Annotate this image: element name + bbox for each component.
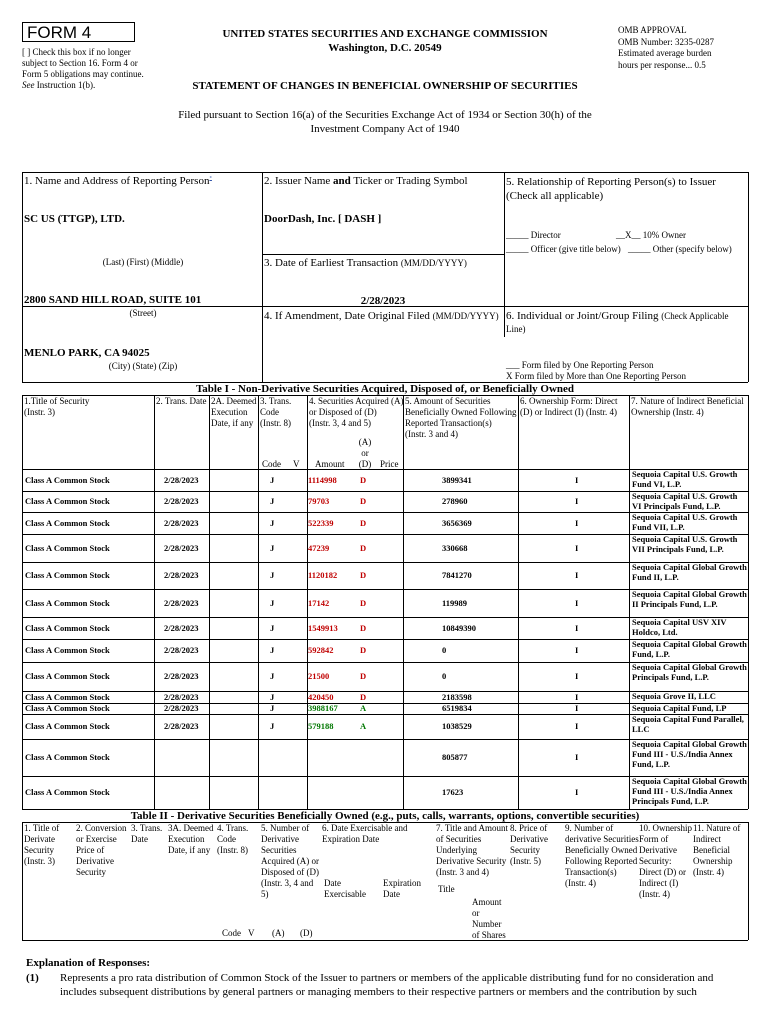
- ten-pct-owner-option: __X__ 10% Owner: [616, 230, 686, 240]
- box6-label: 6. Individual or Joint/Group Filing (Check Applicable Line): [506, 310, 729, 334]
- reporting-person-street: 2800 SAND HILL ROAD, SUITE 101: [24, 294, 202, 306]
- t2-col2: 2. Conversion or Exercise Price of Derivative Security: [76, 823, 127, 877]
- cell-amount: 47239: [308, 543, 330, 553]
- cell-nature: Sequoia Capital Global Growth Fund II, L.P.: [632, 562, 747, 582]
- t2-sub-title: Title: [438, 884, 455, 894]
- cell-date: 2/28/2023: [164, 645, 199, 655]
- cell-nature: Sequoia Capital U.S. Growth Fund VII, L.P.: [632, 512, 738, 532]
- cell-date: 2/28/2023: [164, 543, 199, 553]
- cell-owned: 3656369: [442, 518, 472, 528]
- cell-owned: 7841270: [442, 570, 472, 580]
- explanation-heading: Explanation of Responses:: [26, 957, 151, 969]
- cell-form: I: [575, 543, 579, 553]
- cell-nature: Sequoia Capital U.S. Growth VII Principals Fund, L.P.: [632, 534, 738, 554]
- cell-title: Class A Common Stock: [25, 543, 110, 553]
- footnote-number: (1): [26, 972, 39, 984]
- cell-title: Class A Common Stock: [25, 623, 110, 633]
- cell-date: 2/28/2023: [164, 703, 199, 713]
- other-option: _____ Other (specify below): [628, 244, 732, 254]
- street-caption: (Street): [129, 308, 157, 318]
- t2-sub-amount: Amount or Number of Shares: [472, 897, 506, 940]
- cell-form: I: [575, 671, 579, 681]
- table-row: [22, 469, 748, 491]
- cell-title: Class A Common Stock: [25, 645, 110, 655]
- t2-sub-date-ex: Date Exercisable: [324, 878, 366, 899]
- issuer-name: DoorDash, Inc. [ DASH ]: [264, 213, 382, 225]
- cell-amount: 79703: [308, 496, 330, 506]
- cell-code: J: [270, 570, 275, 580]
- t2-sub-code: Code: [222, 928, 241, 938]
- cell-amount: 579188: [308, 721, 334, 731]
- checkbox-note: [ ] Check this box if no longer subject to Section 16. Form 4 or Form 5 obligations may continue. See Instruction 1(b).: [22, 47, 144, 90]
- cell-code: J: [270, 645, 275, 655]
- t1-sub-aord: (A) or (D): [358, 437, 372, 469]
- cell-title: Class A Common Stock: [25, 598, 110, 608]
- t1-col-acquired: 4. Securities Acquired (A) or Disposed of (D) (Instr. 3, 4 and 5): [309, 396, 404, 428]
- cell-form: I: [575, 475, 579, 485]
- cell-nature: Sequoia Capital Fund, LP: [632, 703, 727, 713]
- cell-amount: 420450: [308, 692, 334, 702]
- t2-col9: 9. Number of derivative Securities Beneficially Owned Following Reported Transaction(s) (Instr. 4): [565, 823, 639, 888]
- cell-nature: Sequoia Capital Global Growth II Principals Fund, L.P.: [632, 589, 747, 609]
- t2-col5: 5. Number of Derivative Securities Acquired (A) or Disposed of (D) (Instr. 3, 4 and 5): [261, 823, 319, 899]
- t1-sub-amount: Amount: [315, 459, 345, 469]
- t2-sub-a: (A): [272, 928, 285, 938]
- cell-owned: 3899341: [442, 475, 472, 485]
- t2-sub-v: V: [248, 928, 255, 938]
- cell-title: Class A Common Stock: [25, 496, 110, 506]
- cell-code: J: [270, 703, 275, 713]
- cell-owned: 330668: [442, 543, 468, 553]
- cell-amount: 1549913: [308, 623, 338, 633]
- cell-nature: Sequoia Grove II, LLC: [632, 691, 716, 701]
- single-filer-option: ___ Form filed by One Reporting Person: [506, 360, 654, 370]
- cell-owned: 2183598: [442, 692, 472, 702]
- table-row: [22, 662, 748, 691]
- cell-code: J: [270, 543, 275, 553]
- t2-col4: 4. Trans. Code (Instr. 8): [217, 823, 249, 855]
- t2-sub-exp: Expiration Date: [383, 878, 421, 899]
- t1-col-form: 6. Ownership Form: Direct (D) or Indirect (I) (Instr. 4): [520, 396, 618, 417]
- t2-col6: 6. Date Exercisable and Expiration Date: [322, 823, 408, 844]
- box2-label: 2. Issuer Name and Ticker or Trading Symbol: [264, 175, 468, 187]
- group-filer-option: X Form filed by More than One Reporting Person: [506, 371, 686, 381]
- box1-label: 1. Name and Address of Reporting Person*: [24, 175, 212, 187]
- cell-form: I: [575, 518, 579, 528]
- cell-date: 2/28/2023: [164, 496, 199, 506]
- cell-date: 2/28/2023: [164, 721, 199, 731]
- table2-title: Table II - Derivative Securities Beneficially Owned (e.g., puts, calls, warrants, options, convertible securities): [130, 810, 640, 822]
- cell-form: I: [575, 496, 579, 506]
- cell-aord: D: [360, 623, 367, 633]
- cell-form: I: [575, 721, 579, 731]
- cell-form: I: [575, 623, 579, 633]
- table-row: [22, 739, 748, 776]
- cell-date: 2/28/2023: [164, 623, 199, 633]
- cell-form: I: [575, 703, 579, 713]
- cell-form: I: [575, 787, 579, 797]
- cell-owned: 0: [442, 645, 447, 655]
- cell-aord: D: [360, 692, 367, 702]
- filed-pursuant: Filed pursuant to Section 16(a) of the Securities Exchange Act of 1934 or Section 30(h) of the Investment Company Act of 1940: [178, 109, 592, 135]
- cell-code: J: [270, 721, 275, 731]
- cell-code: J: [270, 598, 275, 608]
- table-row: [22, 714, 748, 739]
- table-row: [22, 776, 748, 809]
- box4-label: 4. If Amendment, Date Original Filed (MM/DD/YYYY): [264, 310, 499, 322]
- cell-code: J: [270, 475, 275, 485]
- cell-title: Class A Common Stock: [25, 671, 110, 681]
- cell-title: Class A Common Stock: [25, 692, 110, 702]
- cell-form: I: [575, 645, 579, 655]
- cell-aord: D: [360, 645, 367, 655]
- cell-aord: D: [360, 496, 367, 506]
- cell-owned: 10849390: [442, 623, 476, 633]
- cell-title: Class A Common Stock: [25, 752, 110, 762]
- cell-aord: D: [360, 543, 367, 553]
- table-row: [22, 534, 748, 562]
- cell-title: Class A Common Stock: [25, 703, 110, 713]
- t2-col8: 8. Price of Derivative Security (Instr. 5): [510, 823, 548, 866]
- officer-option: _____ Officer (give title below): [506, 244, 621, 254]
- agency-name: UNITED STATES SECURITIES AND EXCHANGE COMMISSION: [222, 28, 548, 40]
- director-option: _____ Director: [506, 230, 561, 240]
- t2-col3: 3. Trans. Date: [131, 823, 163, 844]
- cell-nature: Sequoia Capital U.S. Growth VI Principals Fund, L.P.: [632, 491, 738, 511]
- cell-date: 2/28/2023: [164, 671, 199, 681]
- cell-date: 2/28/2023: [164, 518, 199, 528]
- cell-form: I: [575, 570, 579, 580]
- cell-nature: Sequoia Capital U.S. Growth Fund VI, L.P.: [632, 469, 738, 489]
- statement-title: STATEMENT OF CHANGES IN BENEFICIAL OWNERSHIP OF SECURITIES: [192, 80, 578, 92]
- cell-title: Class A Common Stock: [25, 518, 110, 528]
- cell-nature: Sequoia Capital Global Growth Fund III - U.S./India Annex Fund, L.P.: [632, 739, 747, 769]
- city-caption: (City) (State) (Zip): [108, 361, 178, 371]
- t2-sub-d: (D): [300, 928, 313, 938]
- t2-col11: 11. Nature of Indirect Beneficial Ownership (Instr. 4): [693, 823, 741, 877]
- cell-owned: 278960: [442, 496, 468, 506]
- cell-title: Class A Common Stock: [25, 787, 110, 797]
- t1-col-code: 3. Trans. Code (Instr. 8): [260, 396, 292, 428]
- cell-amount: 522339: [308, 518, 334, 528]
- table-row: [22, 562, 748, 589]
- cell-amount: 1114998: [308, 475, 337, 485]
- cell-title: Class A Common Stock: [25, 721, 110, 731]
- t1-col-title: 1.Title of Security (Instr. 3): [24, 396, 90, 417]
- cell-code: J: [270, 518, 275, 528]
- cell-title: Class A Common Stock: [25, 570, 110, 580]
- t1-col-deemed: 2A. Deemed Execution Date, if any: [211, 396, 257, 428]
- cell-amount: 21500: [308, 671, 330, 681]
- cell-nature: Sequoia Capital Fund Parallel, LLC: [632, 714, 744, 734]
- cell-aord: D: [360, 598, 367, 608]
- t1-col-owned: 5. Amount of Securities Beneficially Owned Following Reported Transaction(s) (Instr. 3 and 4): [405, 396, 517, 439]
- cell-code: J: [270, 692, 275, 702]
- cell-nature: Sequoia Capital Global Growth Fund, L.P.: [632, 639, 747, 659]
- cell-aord: D: [360, 518, 367, 528]
- cell-form: I: [575, 598, 579, 608]
- reporting-person-name: SC US (TTGP), LTD.: [24, 213, 125, 225]
- t1-col-nature: 7. Nature of Indirect Beneficial Ownership (Instr. 4): [631, 396, 744, 417]
- table-row: [22, 639, 748, 662]
- cell-title: Class A Common Stock: [25, 475, 110, 485]
- cell-nature: Sequoia Capital Global Growth Principals Fund, L.P.: [632, 662, 747, 682]
- cell-amount: 17142: [308, 598, 330, 608]
- cell-nature: Sequoia Capital Global Growth Fund III - U.S./India Annex Principals Fund, L.P.: [632, 776, 747, 806]
- table-row: [22, 703, 748, 714]
- cell-code: J: [270, 623, 275, 633]
- table-row: [22, 491, 748, 512]
- cell-owned: 17623: [442, 787, 464, 797]
- cell-code: J: [270, 496, 275, 506]
- t1-sub-code: Code: [262, 459, 281, 469]
- name-caption: (Last) (First) (Middle): [102, 257, 184, 267]
- t1-sub-price: Price: [380, 459, 399, 469]
- t2-col3a: 3A. Deemed Execution Date, if any: [168, 823, 214, 855]
- cell-aord: D: [360, 671, 367, 681]
- cell-amount: 1120182: [308, 570, 338, 580]
- table-row: [22, 512, 748, 534]
- cell-aord: A: [360, 721, 367, 731]
- cell-form: I: [575, 692, 579, 702]
- form-title: FORM 4: [22, 22, 135, 42]
- cell-amount: 592842: [308, 645, 334, 655]
- cell-owned: 119989: [442, 598, 468, 608]
- table-row: [22, 589, 748, 617]
- box5-label: 5. Relationship of Reporting Person(s) to Issuer (Check all applicable): [506, 176, 716, 202]
- cell-aord: A: [360, 703, 367, 713]
- omb-approval: OMB APPROVAL OMB Number: 3235-0287 Estimated average burden hours per response... 0.5: [618, 25, 714, 70]
- cell-owned: 6519834: [442, 703, 472, 713]
- cell-code: J: [270, 671, 275, 681]
- footnote-text: Represents a pro rata distribution of Common Stock of the Issuer to partners or members of the applicable distributing fund for no consideration and includes subsequent distributions by general partners or managing members to their respective partners or members and the contribution by such: [60, 972, 714, 998]
- cell-owned: 0: [442, 671, 447, 681]
- box3-label: 3. Date of Earliest Transaction (MM/DD/YYYY): [264, 257, 467, 269]
- cell-date: 2/28/2023: [164, 692, 199, 702]
- reporting-person-city: MENLO PARK, CA 94025: [24, 347, 150, 359]
- cell-nature: Sequoia Capital USV XIV Holdco, Ltd.: [632, 617, 727, 637]
- t1-sub-v: V: [293, 459, 300, 469]
- t2-col1: 1. Title of Derivate Security (Instr. 3): [24, 823, 60, 866]
- cell-aord: D: [360, 475, 367, 485]
- table-row: [22, 691, 748, 703]
- cell-form: I: [575, 752, 579, 762]
- cell-aord: D: [360, 570, 367, 580]
- earliest-transaction-date: 2/28/2023: [360, 295, 406, 307]
- t2-col10: 10. Ownership Form of Derivative Security: Direct (D) or Indirect (I) (Instr. 4): [639, 823, 692, 899]
- table-row: [22, 617, 748, 639]
- cell-owned: 805877: [442, 752, 468, 762]
- cell-date: 2/28/2023: [164, 475, 199, 485]
- agency-location: Washington, D.C. 20549: [328, 42, 442, 54]
- t2-col7: 7. Title and Amount of Securities Underlying Derivative Security (Instr. 3 and 4): [436, 823, 509, 877]
- cell-date: 2/28/2023: [164, 570, 199, 580]
- cell-amount: 3988167: [308, 703, 338, 713]
- cell-date: 2/28/2023: [164, 598, 199, 608]
- table1-title: Table I - Non-Derivative Securities Acquired, Disposed of, or Beneficially Owned: [195, 383, 575, 395]
- t1-col-date: 2. Trans. Date: [156, 396, 207, 406]
- cell-owned: 1038529: [442, 721, 472, 731]
